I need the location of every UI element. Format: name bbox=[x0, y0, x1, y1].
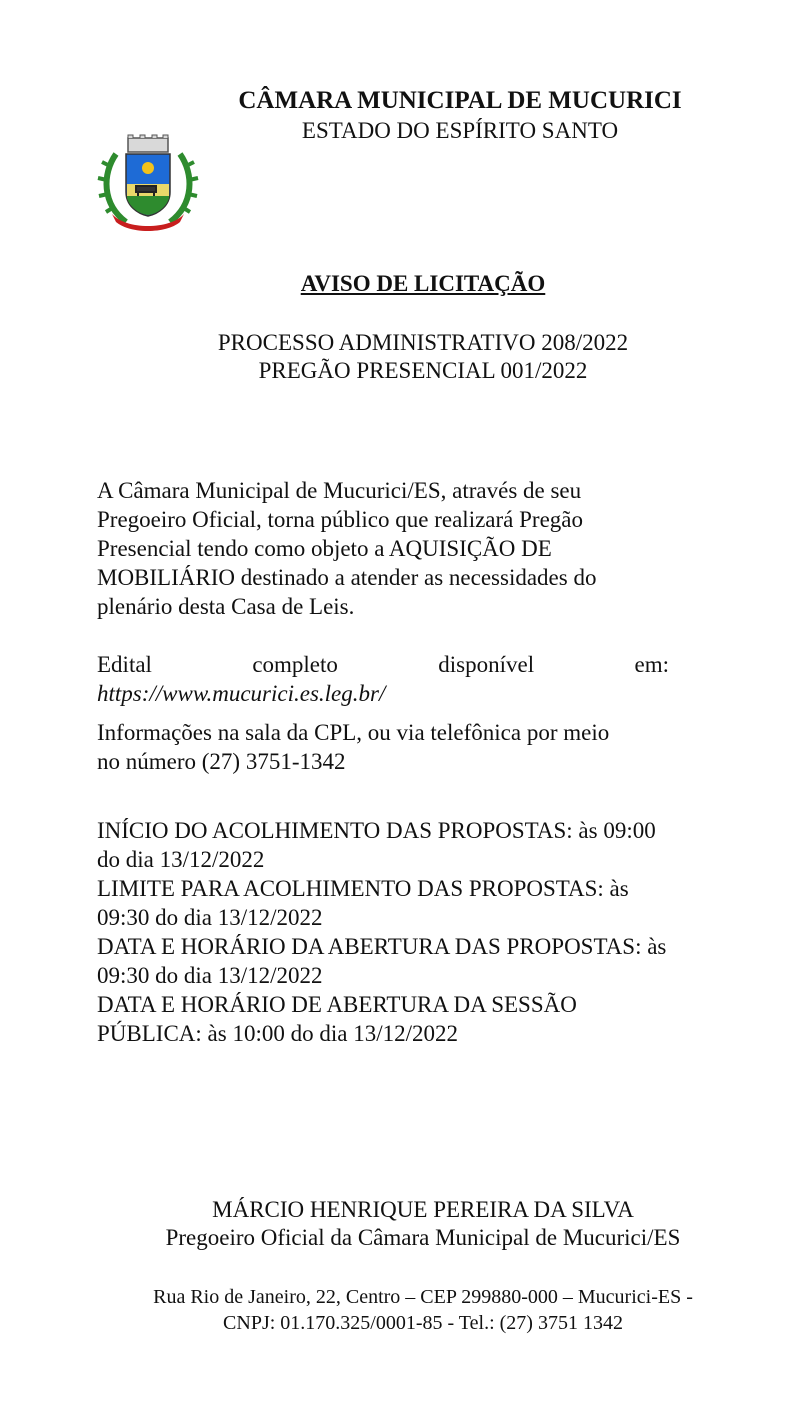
schedule-item-line: DATA E HORÁRIO DE ABERTURA DA SESSÃO bbox=[97, 992, 577, 1017]
edital-word: em: bbox=[634, 652, 669, 677]
schedule-item-line: LIMITE PARA ACOLHIMENTO DAS PROPOSTAS: às bbox=[97, 876, 629, 901]
body-paragraph-line: Pregoeiro Oficial, torna público que realizará Pregão bbox=[97, 507, 583, 532]
body-paragraph-line: A Câmara Municipal de Mucurici/ES, através de seu bbox=[97, 478, 582, 503]
header-subtitle: ESTADO DO ESPÍRITO SANTO bbox=[301, 118, 619, 143]
signatory-role: Pregoeiro Oficial da Câmara Municipal de Mucurici/ES bbox=[165, 1225, 681, 1250]
footer-address: Rua Rio de Janeiro, 22, Centro – CEP 299880-000 – Mucurici-ES - bbox=[153, 1286, 693, 1308]
edital-availability-line bbox=[97, 650, 669, 679]
contact-info-line: Informações na sala da CPL, ou via telefônica por meio bbox=[97, 720, 610, 745]
edital-url-link[interactable]: https://www.mucurici.es.leg.br/ bbox=[97, 681, 386, 706]
schedule-item-line: PÚBLICA: às 10:00 do dia 13/12/2022 bbox=[97, 1021, 458, 1046]
edital-word: completo bbox=[252, 652, 338, 677]
signatory-name: MÁRCIO HENRIQUE PEREIRA DA SILVA bbox=[212, 1197, 634, 1222]
auction-number: PREGÃO PRESENCIAL 001/2022 bbox=[258, 358, 588, 383]
body-paragraph-line: Presencial tendo como objeto a AQUISIÇÃO DE bbox=[97, 536, 552, 561]
schedule-item-line: INÍCIO DO ACOLHIMENTO DAS PROPOSTAS: às 09:00 bbox=[97, 818, 656, 843]
process-number: PROCESSO ADMINISTRATIVO 208/2022 bbox=[217, 330, 629, 355]
edital-word: Edital bbox=[97, 652, 152, 677]
footer-contact: CNPJ: 01.170.325/0001-85 - Tel.: (27) 3751 1342 bbox=[223, 1312, 623, 1334]
schedule-item-line: DATA E HORÁRIO DA ABERTURA DAS PROPOSTAS: às bbox=[97, 934, 667, 959]
municipal-coat-of-arms-icon bbox=[96, 134, 200, 234]
contact-info-line: no número (27) 3751-1342 bbox=[97, 749, 346, 774]
schedule-item-line: 09:30 do dia 13/12/2022 bbox=[97, 963, 323, 988]
body-paragraph-line: MOBILIÁRIO destinado a atender as necessidades do bbox=[97, 565, 597, 590]
header-title: CÂMARA MUNICIPAL DE MUCURICI bbox=[238, 87, 682, 114]
schedule-item-line: 09:30 do dia 13/12/2022 bbox=[97, 905, 323, 930]
schedule-item-line: do dia 13/12/2022 bbox=[97, 847, 265, 872]
edital-word: disponível bbox=[438, 652, 535, 677]
body-paragraph-line: plenário desta Casa de Leis. bbox=[97, 594, 355, 619]
notice-title: AVISO DE LICITAÇÃO bbox=[300, 271, 546, 296]
contact-info bbox=[97, 718, 672, 776]
